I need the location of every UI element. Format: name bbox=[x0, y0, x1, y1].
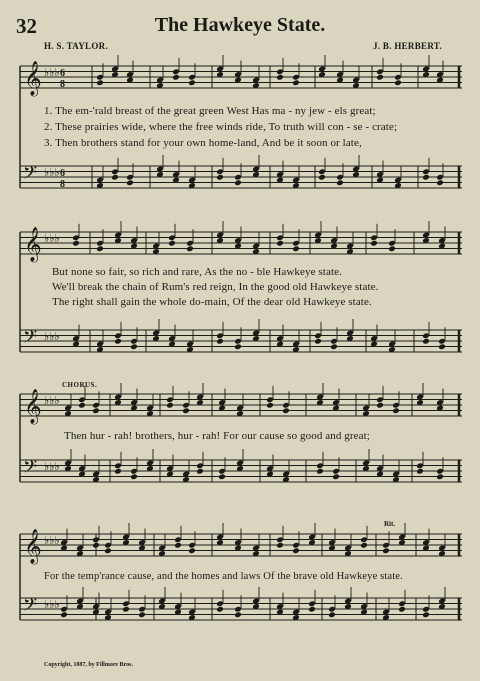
note-head bbox=[336, 179, 344, 186]
note-head bbox=[422, 338, 430, 345]
note-head bbox=[126, 179, 134, 186]
flat-sign: ♭♭♭ bbox=[44, 166, 60, 179]
note-head bbox=[216, 338, 224, 345]
note-head bbox=[72, 240, 80, 247]
note-head bbox=[394, 79, 402, 86]
note-head bbox=[188, 79, 196, 86]
note-head bbox=[218, 473, 226, 480]
note-head bbox=[216, 606, 224, 613]
time-signature: 6 bbox=[60, 168, 65, 179]
note-head bbox=[96, 79, 104, 86]
note-head bbox=[266, 402, 274, 409]
note-head bbox=[282, 407, 290, 414]
note-head bbox=[276, 542, 284, 549]
verse-3-line-2: The right shall gain the whole do-main, Of the dear old Hawkeye state. bbox=[52, 296, 372, 308]
note-head bbox=[111, 174, 119, 181]
note-head bbox=[436, 473, 444, 480]
flat-sign: ♭♭♭ bbox=[44, 534, 60, 547]
treble-clef: 𝄞 bbox=[24, 389, 42, 424]
bass-clef: 𝄢 bbox=[23, 457, 38, 482]
note-head bbox=[92, 542, 100, 549]
note-head bbox=[292, 547, 300, 554]
note-head bbox=[234, 179, 242, 186]
note-head bbox=[216, 174, 224, 181]
chorus-line-1: Then hur - rah! brothers, hur - rah! For our cause so good and great; bbox=[64, 430, 370, 442]
note-head bbox=[138, 611, 146, 618]
note-head bbox=[314, 338, 322, 345]
verse-2-line-1: 2. These prairies wide, where the free winds ride, To truth will con - se - crate; bbox=[44, 121, 398, 133]
page-number: 32 bbox=[16, 14, 37, 38]
note-head bbox=[166, 402, 174, 409]
note-head bbox=[416, 468, 424, 475]
bass-clef: 𝄢 bbox=[23, 163, 38, 188]
note-head bbox=[96, 245, 104, 252]
note-head bbox=[328, 611, 336, 618]
song-title: The Hawkeye State. bbox=[154, 14, 326, 36]
note-head bbox=[168, 240, 176, 247]
note-head bbox=[188, 547, 196, 554]
verse-1-line-2: But none so fair, so rich and rare, As the no - ble Hawkeye state. bbox=[52, 266, 342, 278]
note-head bbox=[104, 547, 112, 554]
time-signature: 8 bbox=[60, 79, 65, 90]
note-head bbox=[388, 245, 396, 252]
composer-credit: J. B. HERBERT. bbox=[373, 41, 442, 51]
chorus-label: CHORUS. bbox=[62, 381, 98, 389]
note-head bbox=[234, 611, 242, 618]
verse-3-line-1: 3. Then brothers stand for your own home-land, And be it soon or late, bbox=[44, 137, 362, 149]
note-head bbox=[182, 407, 190, 414]
note-head bbox=[114, 338, 122, 345]
note-head bbox=[130, 343, 138, 350]
note-head bbox=[422, 611, 430, 618]
flat-sign: ♭♭♭ bbox=[44, 232, 60, 245]
copyright-notice: Copyright, 1887, by Fillmore Bros. bbox=[44, 662, 133, 668]
note-head bbox=[60, 611, 68, 618]
verse-2-line-2: We'll break the chain of Rum's red reign, In the good old Hawkeye state. bbox=[52, 281, 379, 293]
note-head bbox=[78, 402, 86, 409]
flat-sign: ♭♭♭ bbox=[44, 394, 60, 407]
treble-clef: 𝄞 bbox=[24, 529, 42, 564]
lyricist-credit: H. S. TAYLOR. bbox=[44, 41, 109, 51]
note-head bbox=[438, 343, 446, 350]
note-head bbox=[392, 407, 400, 414]
note-head bbox=[130, 473, 138, 480]
note-head bbox=[292, 79, 300, 86]
note-head bbox=[332, 473, 340, 480]
note-head bbox=[174, 542, 182, 549]
bass-clef: 𝄢 bbox=[23, 327, 38, 352]
note-head bbox=[92, 407, 100, 414]
note-head bbox=[276, 240, 284, 247]
note-head bbox=[172, 74, 180, 81]
time-signature: 8 bbox=[60, 179, 65, 190]
note-head bbox=[196, 468, 204, 475]
note-head bbox=[316, 468, 324, 475]
note-head bbox=[330, 343, 338, 350]
note-head bbox=[376, 402, 384, 409]
chorus-line-2: For the temp'rance cause, and the homes and laws Of the brave old Hawkeye state. bbox=[44, 571, 403, 582]
ritardando-mark: Rit. bbox=[384, 520, 396, 528]
note-head bbox=[422, 174, 430, 181]
flat-sign: ♭♭♭ bbox=[44, 330, 60, 343]
note-head bbox=[114, 468, 122, 475]
note-head bbox=[186, 245, 194, 252]
note-head bbox=[276, 74, 284, 81]
flat-sign: ♭♭♭ bbox=[44, 460, 60, 473]
time-signature: 6 bbox=[60, 68, 65, 79]
note-head bbox=[234, 343, 242, 350]
note-head bbox=[122, 606, 130, 613]
treble-clef: 𝄞 bbox=[24, 227, 42, 262]
note-head bbox=[308, 606, 316, 613]
verse-1-line-1: 1. The em-'rald breast of the great green West Has ma - ny jew - els great; bbox=[44, 105, 376, 117]
note-head bbox=[370, 240, 378, 247]
note-head bbox=[436, 179, 444, 186]
note-head bbox=[292, 245, 300, 252]
note-head bbox=[360, 542, 368, 549]
note-head bbox=[398, 606, 406, 613]
note-head bbox=[376, 74, 384, 81]
treble-clef: 𝄞 bbox=[24, 61, 42, 96]
flat-sign: ♭♭♭ bbox=[44, 66, 60, 79]
note-head bbox=[318, 174, 326, 181]
note-head bbox=[382, 547, 390, 554]
flat-sign: ♭♭♭ bbox=[44, 598, 60, 611]
bass-clef: 𝄢 bbox=[23, 595, 38, 620]
